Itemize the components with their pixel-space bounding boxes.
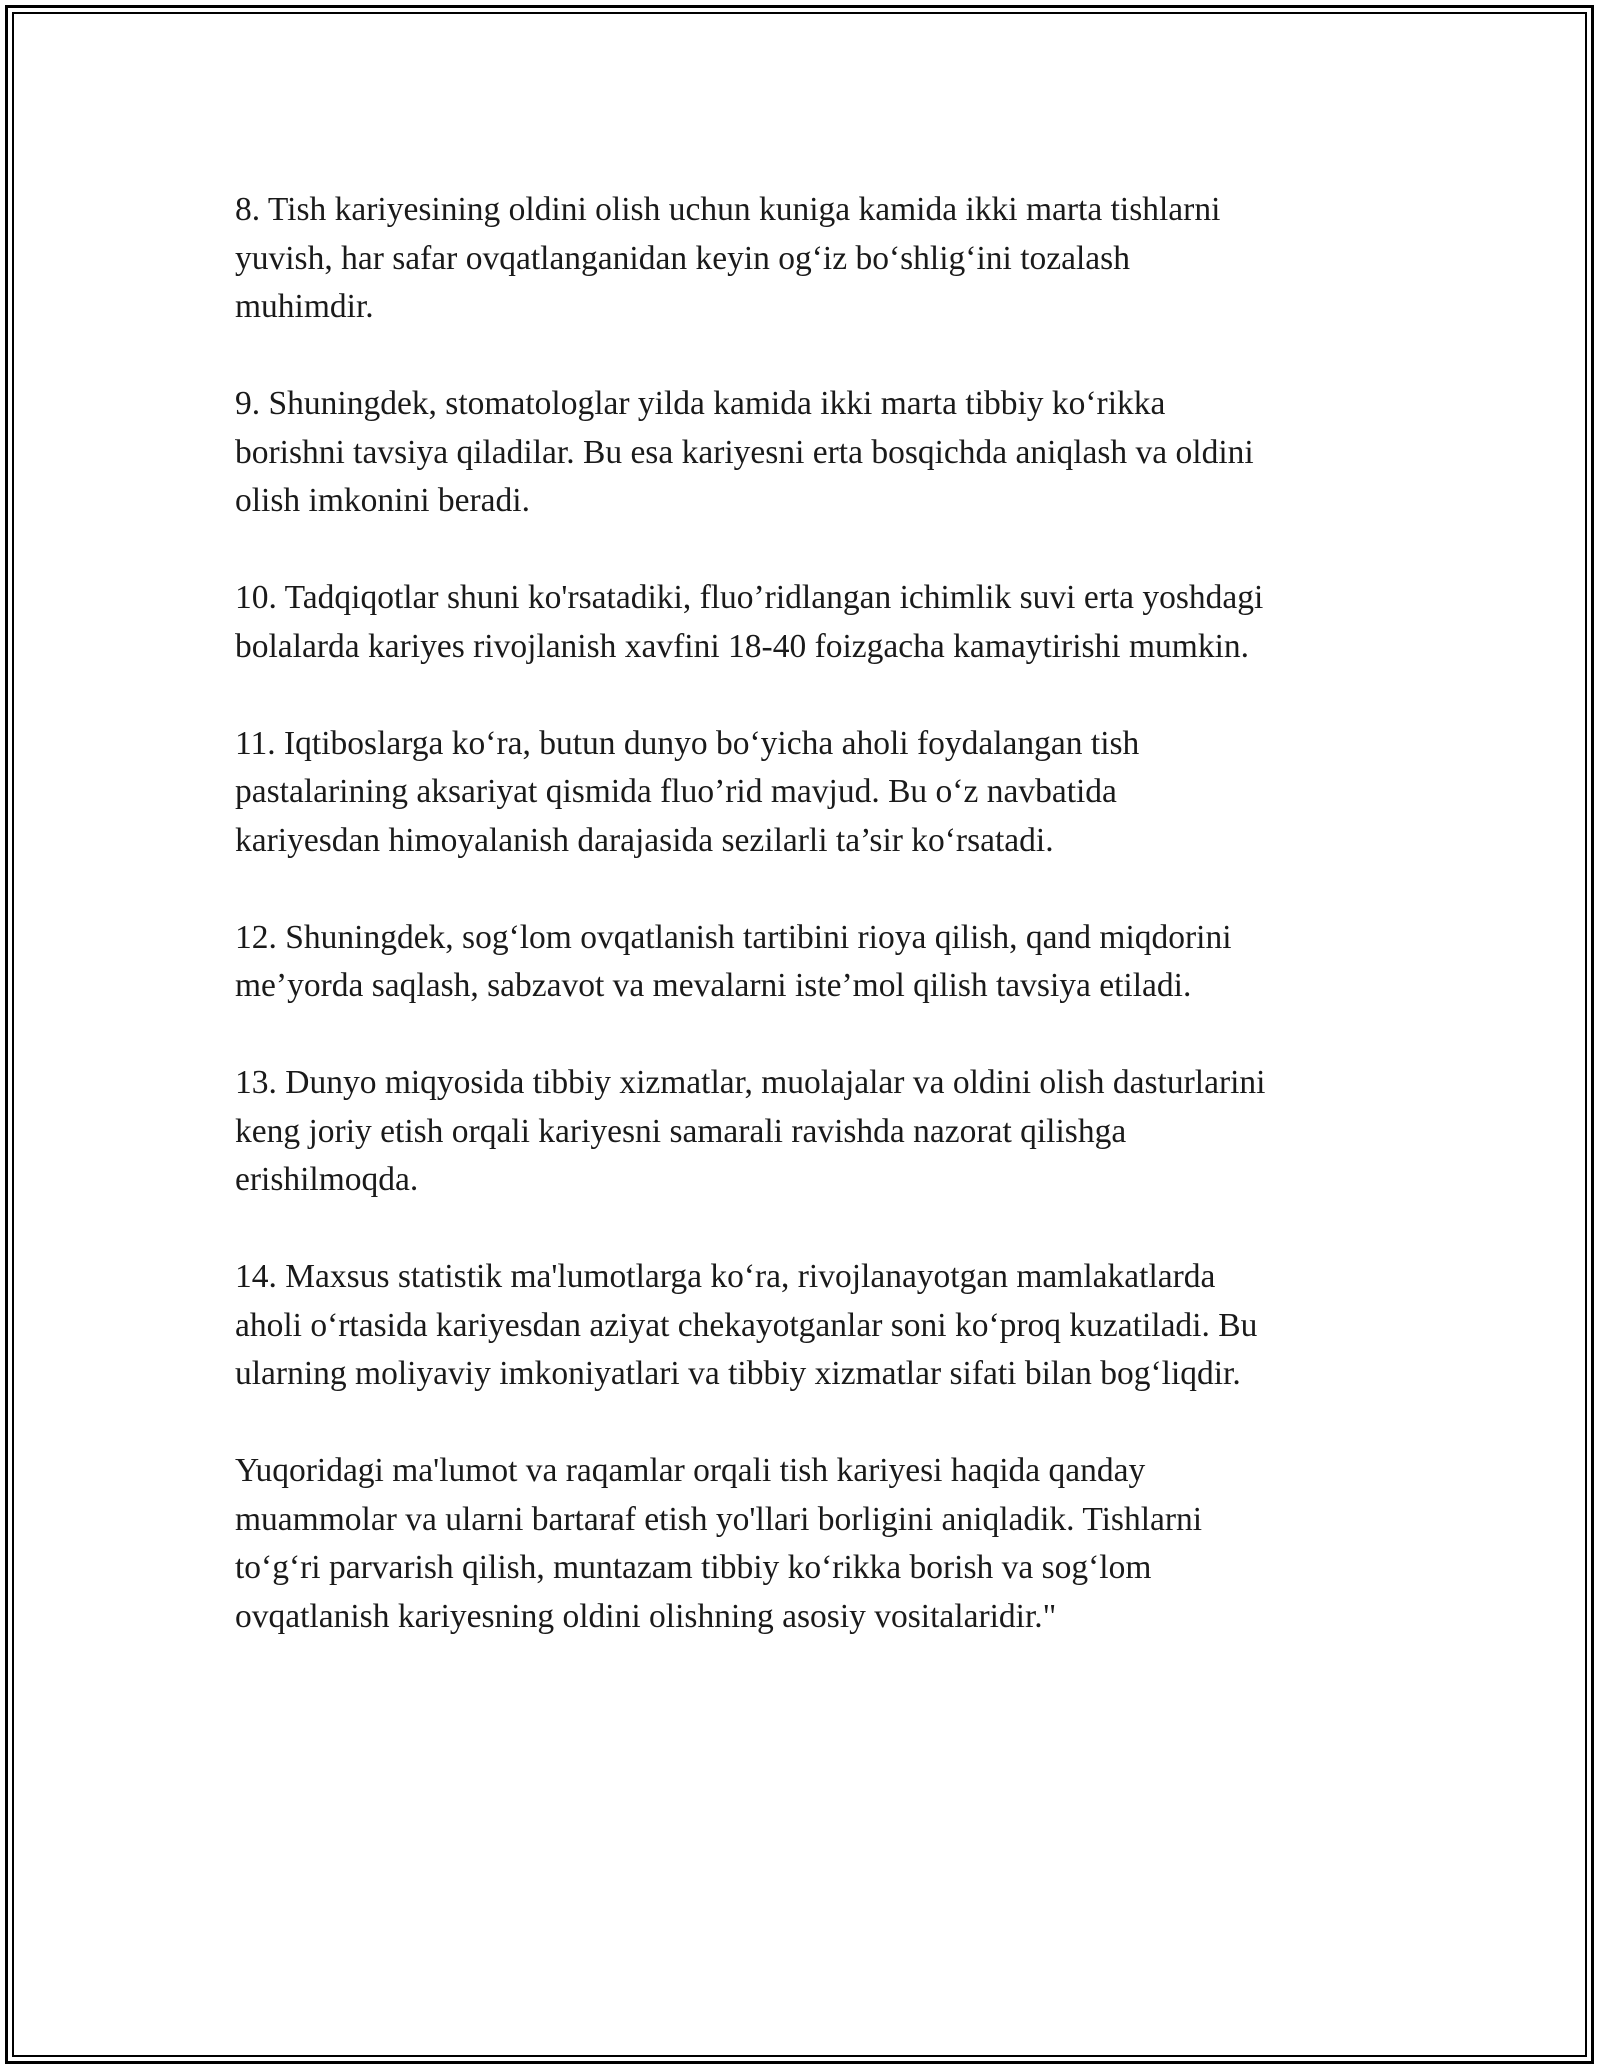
paragraph-10: 10. Tadqiqotlar shuni ko'rsatadiki, fluo’ridlangan ichimlik suvi erta yoshdagi bolalarda kariyes rivojlanish xavfini 18-40 foizgacha kamaytirishi mumkin. [235,579,1264,665]
paragraph-9: 9. Shuningdek, stomatologlar yilda kamida ikki marta tibbiy ko‘rikka borishni tavsiya qiladilar. Bu esa kariyesni erta bosqichda aniqlash va oldini olish imkonini beradi. [235,385,1254,519]
paragraph-8: 8. Tish kariyesining oldini olish uchun kuniga kamida ikki marta tishlarni yuvish, har safar ovqatlanganidan keyin og‘iz bo‘shlig‘ini tozalash muhimdir. [235,191,1221,325]
document-body [235,186,1375,1690]
paragraph-12: 12. Shuningdek, sog‘lom ovqatlanish tartibini rioya qilish, qand miqdorini me’yorda saqlash, sabzavot va mevalarni iste’mol qilish tavsiya etiladi. [235,918,1232,1004]
paragraph-11: 11. Iqtiboslarga ko‘ra, butun dunyo bo‘yicha aholi foydalangan tish pastalarining aksariyat qismida fluo’rid mavjud. Bu o‘z navbatida kariyesdan himoyalanish darajasida sezilarli ta’sir ko‘rsatadi. [235,724,1140,859]
paragraph-13: 13. Dunyo miqyosida tibbiy xizmatlar, muolajalar va oldini olish dasturlarini keng joriy etish orqali kariyesni samarali ravishda nazorat qilishga erishilmoqda. [235,1064,1266,1198]
paragraph-14: 14. Maxsus statistik ma'lumotlarga ko‘ra, rivojlanayotgan mamlakatlarda aholi o‘rtasida kariyesdan aziyat chekayotganlar soni ko‘proq kuzatiladi. Bu ularning moliyaviy imkoniyatlari va tibbiy xizmatlar sifati bilan bog‘liqdir. [235,1258,1258,1392]
paragraph-conclusion: Yuqoridagi ma'lumot va raqamlar orqali tish kariyesi haqida qanday muammolar va ularni bartaraf etish yo'llari borligini aniqladik. Tishlarni to‘g‘ri parvarish qilish, muntazam tibbiy ko‘rikka borish va sog‘lom ovqatlanish kariyesning oldini olishning asosiy vositalaridir." [235,1452,1203,1635]
